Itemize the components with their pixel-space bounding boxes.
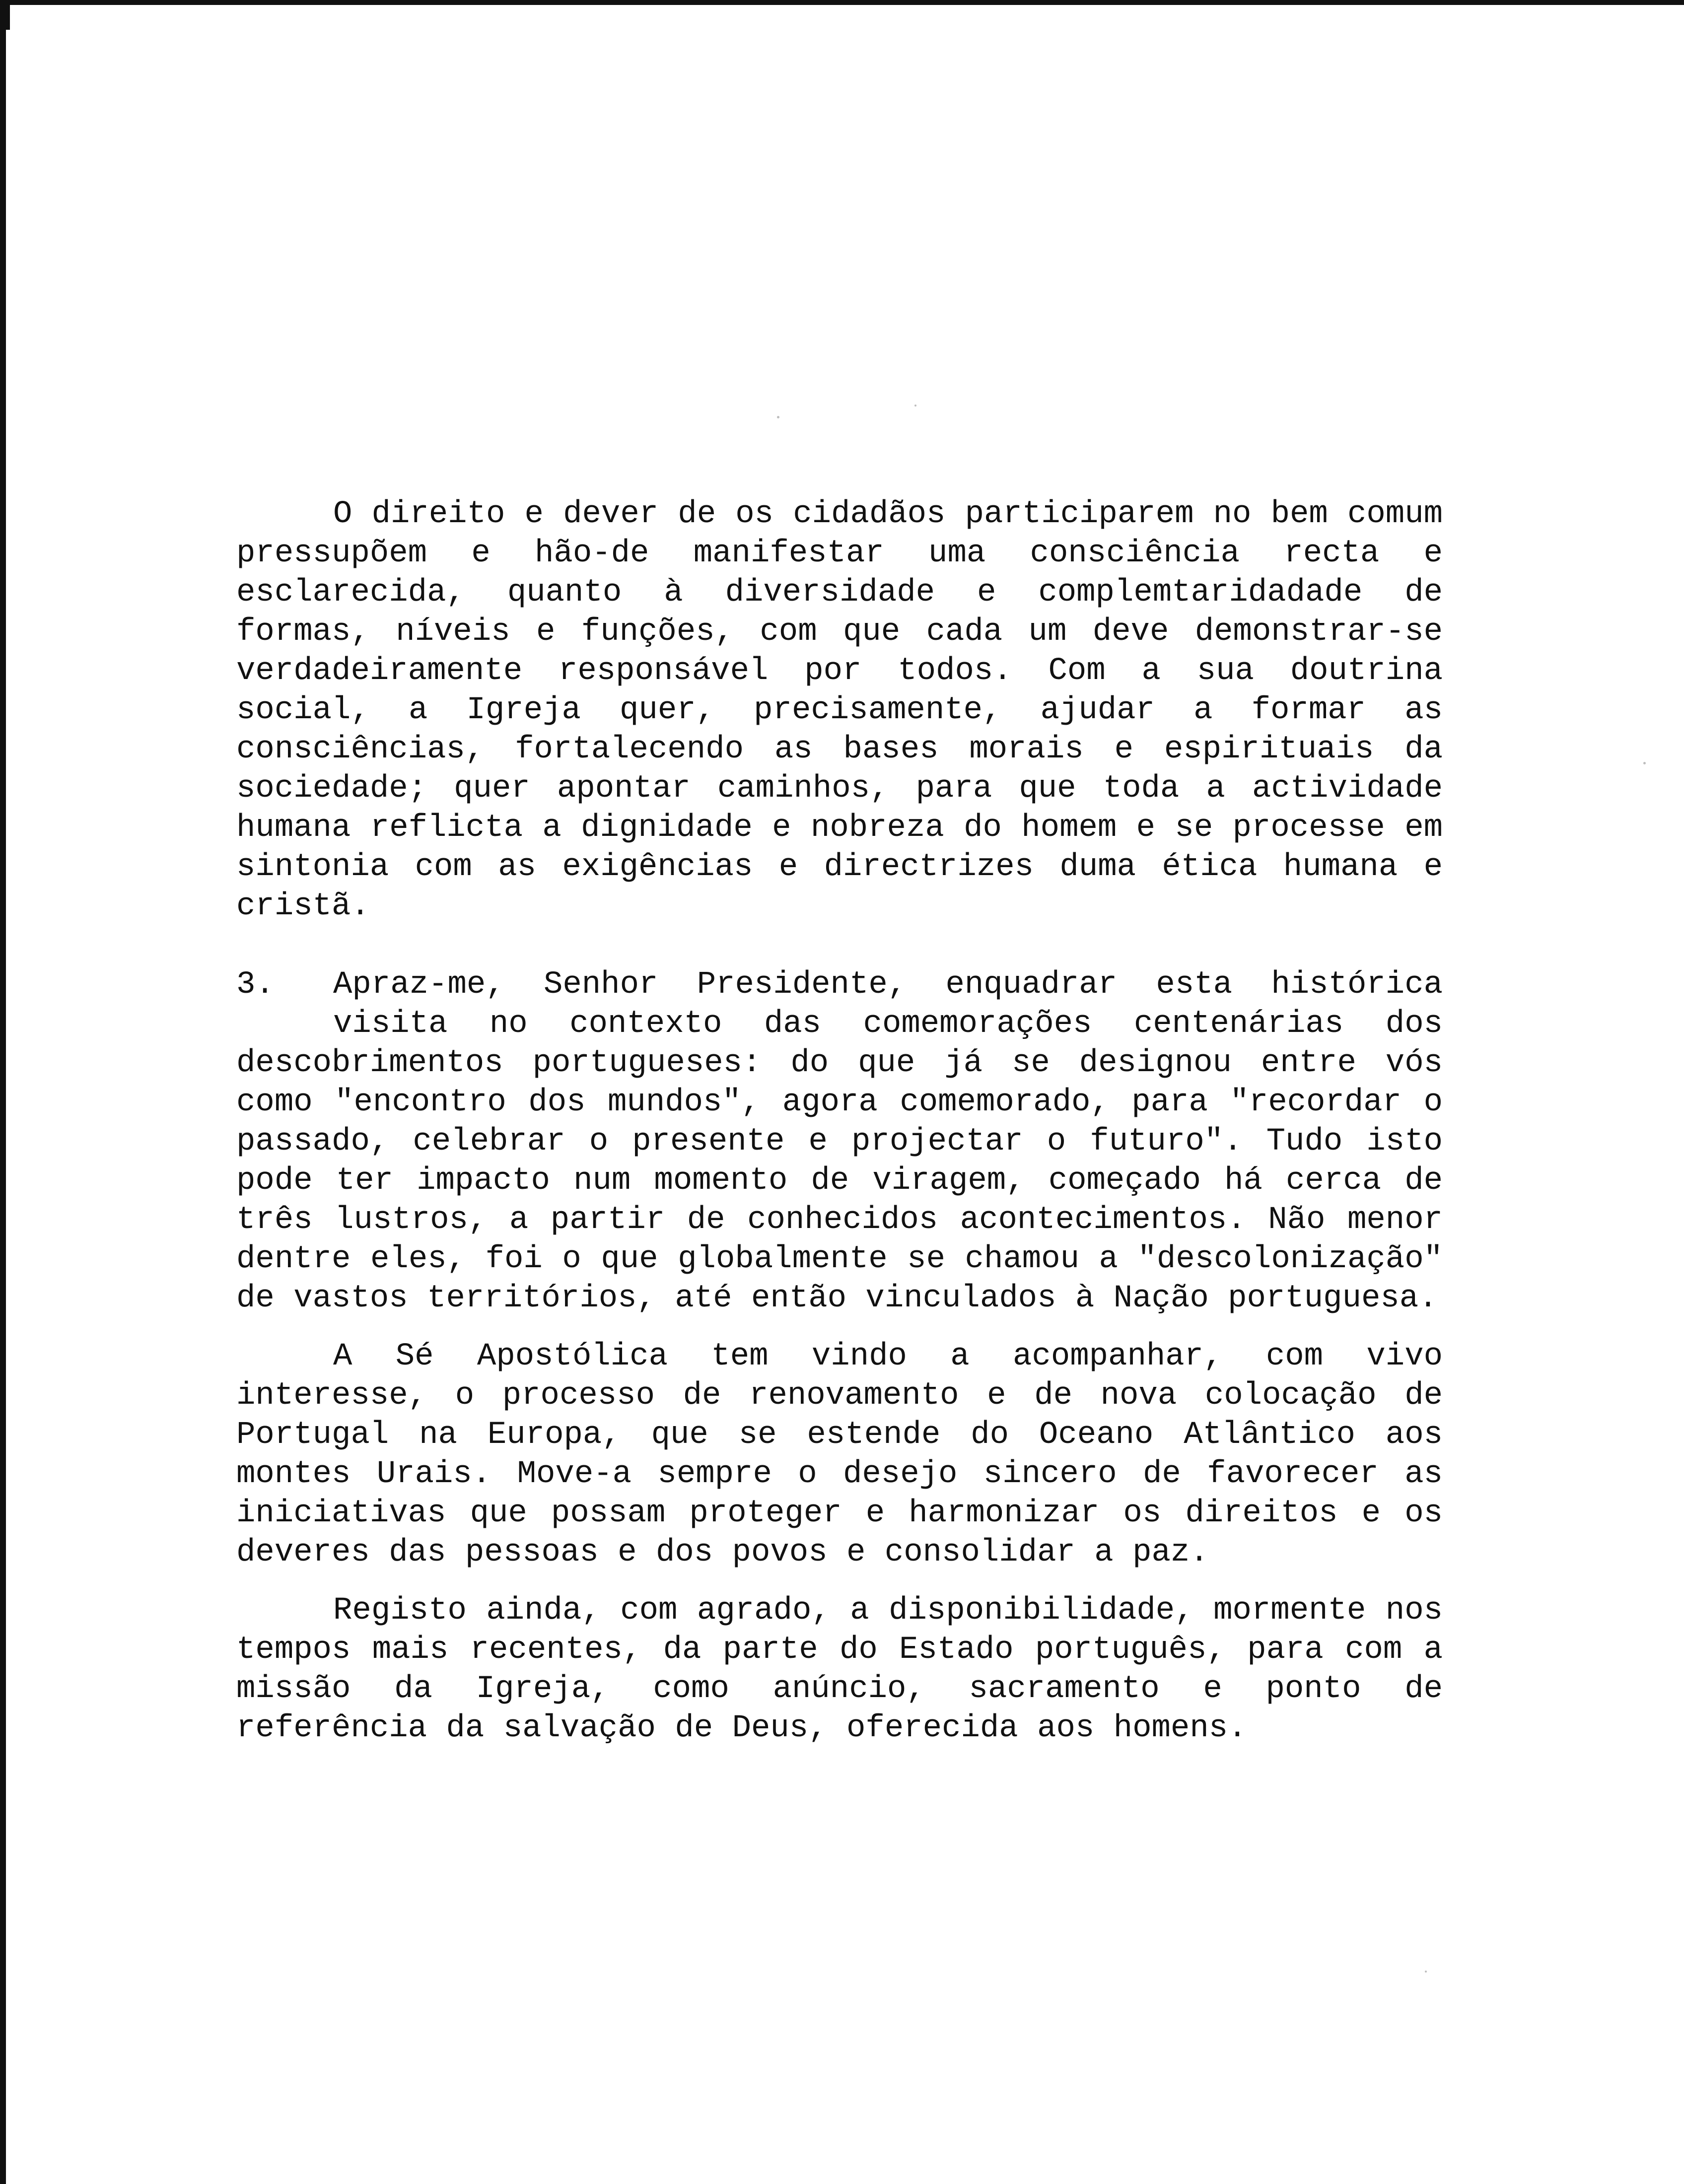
- paragraph-registo: Registo ainda, com agrado, a disponibilidade, mormente nos tempos mais recentes, da parte do Estado português, para com a missão da Igreja, como anúncio, sacramento e ponto de referência da salvação de Deus, oferecida aos homens.: [236, 1593, 1443, 1746]
- paragraph-number: 3.: [236, 967, 275, 1003]
- scan-speck: [1425, 1971, 1427, 1973]
- numbered-lead-line: [236, 965, 1443, 1005]
- scan-edge-left: [0, 0, 6, 2184]
- paragraph-numbered-3: [236, 965, 1443, 1318]
- paragraph-participation: O direito e dever de os cidadãos participarem no bem comum pressupõem e hão-de manifestar uma consciência recta e esclarecida, quanto à diversidade e complemtaridadade de formas, níveis e funções, com que cada um deve demonstrar-se verdadeiramente responsável por todos. Com a sua doutrina social, a Igreja quer, precisamente, ajudar a formar as consciências, fortalecendo as bases morais e espirituais da sociedade; quer apontar caminhos, para que toda a actividade humana reflicta a dignidade e nobreza do homem e se processe em sintonia com as exigências e directrizes duma ética humana e cristã.: [236, 496, 1443, 924]
- letter-body: [236, 495, 1443, 1748]
- paragraph-lead-text: Apraz-me, Senhor Presidente, enquadrar esta histórica: [333, 967, 1443, 1003]
- scan-speck: [777, 416, 779, 418]
- paragraph-holy-see: A Sé Apostólica tem vindo a acompanhar, com vivo interesse, o processo de renovamento e de nova colocação de Portugal na Europa, que se estende do Oceano Atlântico aos montes Urais. Move-a sempre o desejo sincero de favorecer as iniciativas que possam proteger e harmonizar os direitos e os deveres das pessoas e dos povos e consolidar a paz.: [236, 1339, 1443, 1570]
- scan-speck: [914, 405, 916, 407]
- scan-edge-notch: [6, 0, 10, 30]
- paragraph-body-text: visita no contexto das comemorações centenárias dos descobrimentos portugueses: do que já se designou entre vós como "encontro dos mundos", agora comemorado, para "recordar o passado, celebrar o presente e projectar o futuro". Tudo isto pode ter impacto num momento de viragem, começado há cerca de três lustros, a partir de conhecidos acontecimentos. Não menor dentre eles, foi o que globalmente se chamou a "descolonização" de vastos territórios, até então vinculados à Nação portuguesa.: [236, 1006, 1443, 1316]
- scan-speck: [1643, 762, 1646, 764]
- scan-edge-top: [0, 0, 1684, 5]
